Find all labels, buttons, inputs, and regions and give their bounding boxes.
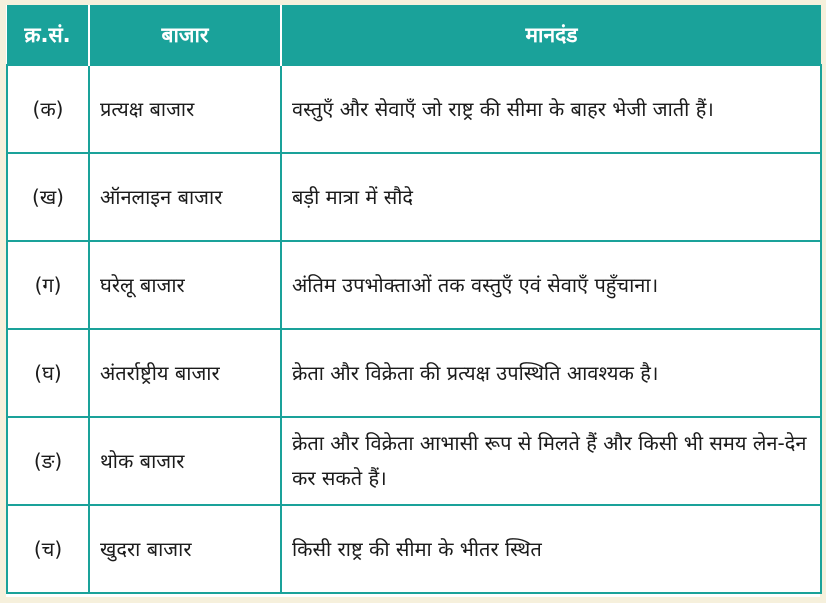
row-serial: (घ) [7,329,89,417]
row-criteria: वस्तुएँ और सेवाएँ जो राष्ट्र की सीमा के बाहर भेजी जाती हैं। [281,65,821,153]
row-serial: (ङ) [7,417,89,505]
row-serial: (ग) [7,241,89,329]
row-serial: (ख) [7,153,89,241]
header-criteria: मानदंड [281,5,821,65]
table-header-row [7,5,821,65]
match-table-container [6,5,820,597]
row-market: अंतर्राष्ट्रीय बाजार [89,329,281,417]
header-serial-number: क्र.सं. [7,5,89,65]
row-market: ऑनलाइन बाजार [89,153,281,241]
header-market: बाजार [89,5,281,65]
table-row [7,417,821,505]
table-row [7,153,821,241]
row-criteria: अंतिम उपभोक्ताओं तक वस्तुएँ एवं सेवाएँ पहुँचाना। [281,241,821,329]
row-criteria: किसी राष्ट्र की सीमा के भीतर स्थित [281,505,821,593]
row-market: घरेलू बाजार [89,241,281,329]
table-row [7,65,821,153]
table-row [7,241,821,329]
row-market: खुदरा बाजार [89,505,281,593]
table-row [7,505,821,593]
row-market: प्रत्यक्ष बाजार [89,65,281,153]
table-row [7,329,821,417]
row-serial: (क) [7,65,89,153]
market-criteria-table [6,5,822,594]
row-criteria: क्रेता और विक्रेता आभासी रूप से मिलते हैं और किसी भी समय लेन-देन कर सकते हैं। [281,417,821,505]
row-serial: (च) [7,505,89,593]
row-criteria: क्रेता और विक्रेता की प्रत्यक्ष उपस्थिति आवश्यक है। [281,329,821,417]
row-criteria: बड़ी मात्रा में सौदे [281,153,821,241]
row-market: थोक बाजार [89,417,281,505]
